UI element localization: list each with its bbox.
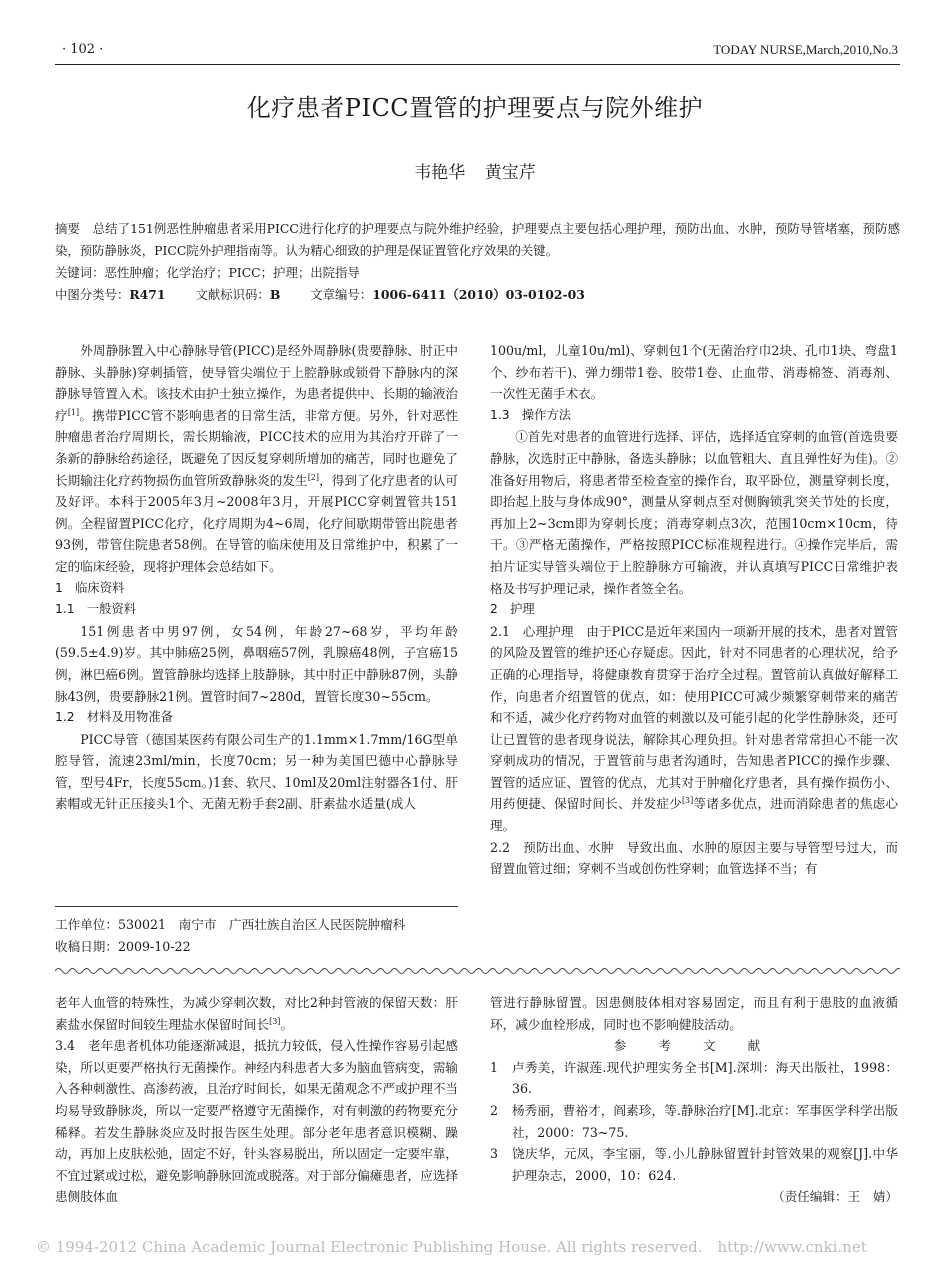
body-column-left-continued [55, 992, 458, 1208]
paragraph: 2.1 心理护理 由于PICC是近年来国内一项新开展的技术，患者对置管的风险及置管的维护还心存疑虑。因此，针对不同患者的心理状况，给予正确的心理指导，将健康教育贯穿于治疗全过程。置管前认真做好解释工作，向患者介绍置管的优点，如：使用PICC可减少频繁穿刺带来的痛苦和不适，减少化疗药物对血管的刺激以及可能引起的化学性静脉炎，还可让已置管的患者现身说法，解除其心理负担。针对患者常常担心不能一次穿刺成功的情况，于置管前与患者沟通时，告知患者PICC的操作步骤、置管的适应证、置管的优点，尤其对于肿瘤化疗患者，具有操作损伤小、用药便捷、保留时间长、并发症少[3]等诸多优点，进而消除患者的焦虑心理。 [490, 623, 899, 834]
reference-text: 杨秀丽，曹裕才，阎素珍，等.静脉治疗[M].北京：军事医学科学出版社，2000：73~75. [512, 1102, 898, 1140]
section-heading: 1 临床资料 [55, 580, 125, 595]
article-meta [55, 218, 900, 306]
received-date: 收稿日期：2009-10-22 [55, 939, 191, 954]
article-title: 化疗患者PICC置管的护理要点与院外维护 [246, 94, 704, 122]
footnote [55, 914, 458, 958]
article-no-label: 文章编号： [310, 287, 373, 302]
body-column-right-continued [490, 992, 898, 1208]
reference-text: 卢秀美，许淑莲.现代护理实务全书[M].深圳：海天出版社，1998：36. [512, 1059, 898, 1097]
body-column-left [55, 340, 458, 815]
wavy-divider [55, 966, 900, 976]
affiliation: 工作单位：530021 南宁市 广西壮族自治区人民医院肿瘤科 [55, 917, 406, 932]
reference-number: 3 [490, 1146, 499, 1162]
paragraph: 3.4 老年患者机体功能逐渐减退，抵抗力较低，侵入性操作容易引起感染，所以更要严格执行无菌操作。神经内科患者大多为脑血管病变，需输入各种刺激性、高渗药液，且治疗时间长，如果无菌观念不严或护理不当均易导致静脉炎，所以一定要严格遵守无菌操作，对有刺激的药物要充分稀释。若发生静脉炎应及时报告医生处理。部分老年患者意识模糊、躁动，再加上皮肤松弛，固定不好，针头容易脱出，所以固定一定要牢靠，不宜过紧或过松，避免影响静脉回流或脱落。对于部分偏瘫患者，应选择患侧肢体血 [55, 1038, 458, 1205]
paragraph: ①首先对患者的血管进行选择、评估，选择适宜穿刺的血管(首选贵要静脉，次选肘正中静脉，备选头静脉；以血管粗大、直且弹性好为佳)。②准备好用物后，将患者带至检查室的操作台，取平卧位，测量穿刺长度，即抬起上肢与身体成90°，测量从穿刺点至对侧胸锁乳突关节处的长度，再加上2~3cm即为穿刺长度；消毒穿刺点3次，范围10cm×10cm，待干。③严格无菌操作，严格按照PICC标准规程进行。④操作完毕后，需拍片证实导管头端位于上腔静脉方可输液，并认真填写PICC日常维护表格及书写护理记录，操作者签全名。 [490, 429, 898, 596]
doc-code-label: 文献标识码： [195, 287, 270, 302]
copyright-watermark: © 1994-2012 China Academic Journal Electronic Publishing House. All rights reserved. http://www.cnki.net [36, 1238, 867, 1256]
header-rule [55, 64, 900, 65]
clc-code: R471 [129, 287, 166, 302]
reference-text: 饶庆华，元凤，李宝丽，等.小儿静脉留置针封管效果的观察[J].中华护理杂志，2000，10：624. [512, 1146, 898, 1183]
section-heading: 2 护理 [490, 602, 535, 617]
reference-item [490, 1057, 898, 1100]
article-authors: 韦艳华 黄宝芹 [414, 163, 536, 183]
section-heading: 1.3 操作方法 [490, 407, 572, 422]
body-column-right [490, 340, 898, 880]
reference-item [490, 1100, 898, 1143]
paragraph: 100u/ml，儿童10u/ml)、穿刺包1个(无菌治疗巾2块、孔巾1块、弯盘1个、纱布若干)、弹力绷带1卷、胶带1卷、止血带、消毒棉签、消毒剂、一次性无菌手术衣。 [490, 343, 898, 402]
doc-code: B [269, 287, 281, 302]
section-heading: 1.2 材料及用物准备 [55, 710, 173, 725]
references-title: 参 考 文 献 [613, 1038, 775, 1054]
paragraph: PICC导管（德国某医药有限公司生产的1.1mm×1.7mm/16G型单腔导管，流速23ml/min，长度70cm；另一种为美国巴德中心静脉导管，型号4Fr，长度55cm。)1套、软尺、10ml及20ml注射器各1付、肝素帽或无针正压接头1个、无菌无粉手套2副、肝素盐水适量(成人 [55, 731, 458, 812]
reference-item [490, 1143, 898, 1186]
article-no: 1006-6411（2010）03-0102-03 [372, 287, 585, 302]
reference-number: 2 [490, 1102, 499, 1118]
paragraph: 151例患者中男97例，女54例，年龄27~68岁，平均年龄(59.5±4.9)岁。其中肺癌25例，鼻咽癌57例，乳腺癌48例，子宫癌15例，淋巴癌6例。置管静脉均选择上肢静脉，其中肘正中静脉87例，头静脉43例，贵要静脉21例。置管时间7~280d，置管长度30~55cm。 [55, 623, 458, 704]
paragraph: 老年人血管的特殊性，为减少穿刺次数，对比2种封管液的保留天数：肝素盐水保留时间较生理盐水保留时间长[3]。 [55, 995, 458, 1032]
classification-line [55, 284, 900, 306]
clc-label: 中图分类号： [55, 287, 130, 302]
abstract: 摘要 总结了151例恶性肿瘤患者采用PICC进行化疗的护理要点与院外维护经验，护理要点主要包括心理护理，预防出血、水肿，预防导管堵塞，预防感染，预防静脉炎，PICC院外护理指南等。认为精心细致的护理是保证置管化疗效果的关键。 [55, 221, 900, 258]
paragraph: 管进行静脉留置。因患侧肢体相对容易固定，而且有利于患肢的血液循环，减少血栓形成，同时也不影响健肢活动。 [490, 995, 898, 1032]
reference-number: 1 [490, 1059, 499, 1075]
paragraph: 外周静脉置入中心静脉导管(PICC)是经外周静脉(贵要静脉、肘正中静脉、头静脉)穿刺插管，使导管尖端位于上腔静脉或锁骨下静脉内的深静脉导管置入术。该技术由护士独立操作，为患者提供中、长期的输液治疗[1]。携带PICC管不影响患者的日常生活，非常方便。另外，针对恶性肿瘤患者治疗周期长，需长期输液，PICC技术的应用为其治疗开辟了一条新的静脉给药途径，既避免了因反复穿刺所增加的痛苦，同时也避免了长期输注化疗药物损伤血管所致静脉炎的发生[2]，得到了化疗患者的认可及好评。本科于2005年3月~2008年3月，开展PICC穿刺置管共151例。全程留置PICC化疗，化疗周期为4~6周，化疗间歇期带管出院患者93例，带管住院患者58例。在导管的临床使用及日常维护中，积累了一定的临床经验，现将护理体会总结如下。 [55, 343, 459, 574]
footnote-rule [55, 906, 458, 907]
paragraph: 2.2 预防出血、水肿 导致出血、水肿的原因主要与导管型号过大，而留置血管过细；穿刺不当或创伤性穿刺；血管选择不当；有 [490, 839, 898, 877]
section-heading: 1.1 一般资料 [55, 602, 137, 617]
editor-note: （责任编辑：王 婧） [772, 1189, 898, 1205]
page-number: · 102 · [62, 42, 104, 57]
journal-header: TODAY NURSE,March,2010,No.3 [713, 42, 898, 57]
keywords: 关键词：恶性肿瘤；化学治疗；PICC；护理；出院指导 [55, 265, 360, 280]
reference-list [490, 1057, 898, 1187]
